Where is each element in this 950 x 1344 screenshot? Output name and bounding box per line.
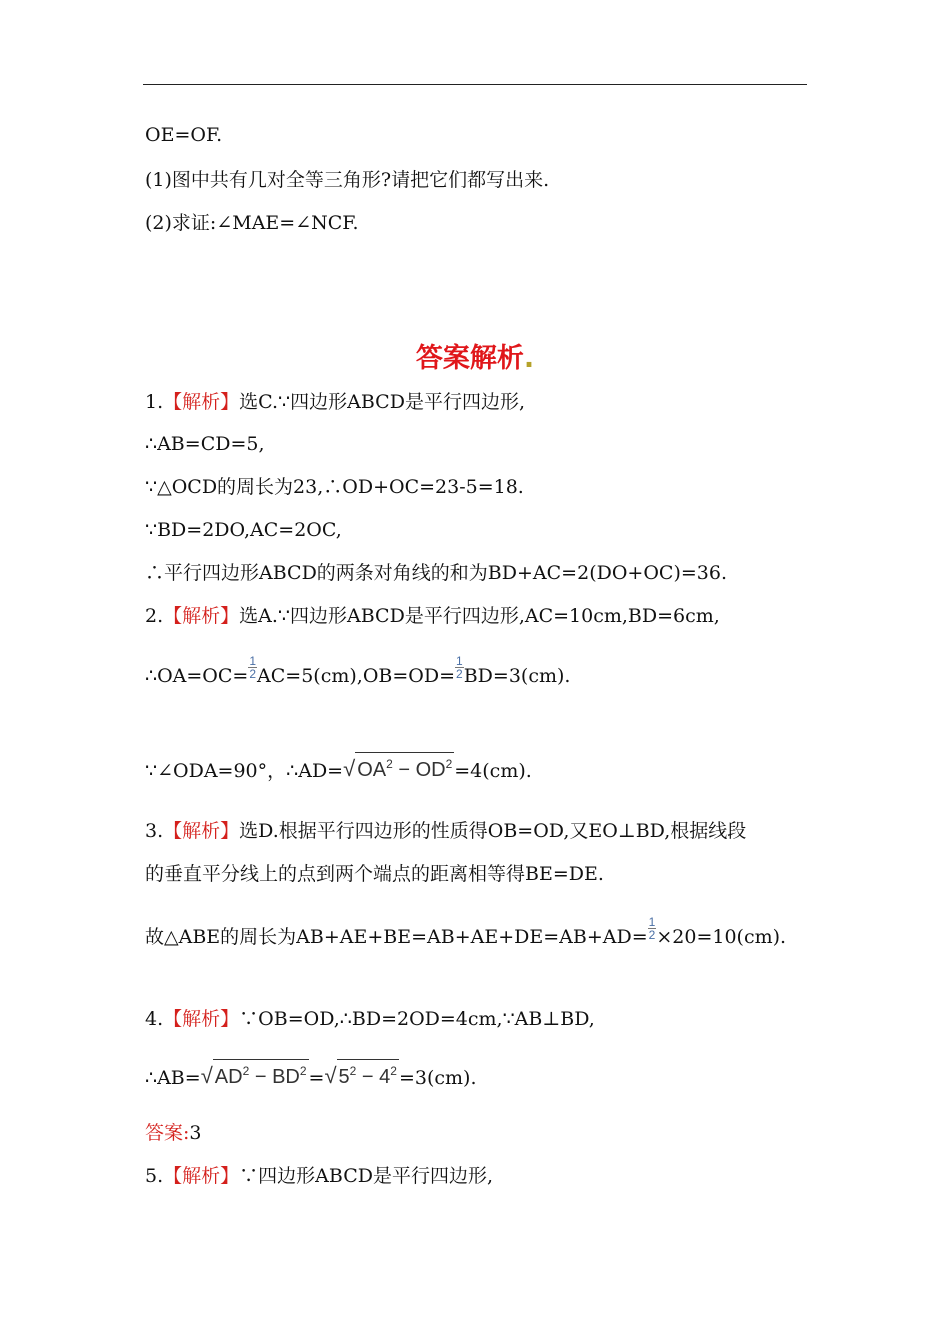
answer-number: 3. — [145, 820, 164, 842]
answer-number: 4. — [145, 1008, 164, 1030]
analysis-tag: 【解析】 — [163, 391, 240, 413]
answer-4-final — [145, 1121, 202, 1145]
radicand-term: OA — [357, 759, 387, 781]
radicand-term: BD — [272, 1066, 300, 1088]
exponent: 2 — [390, 1064, 397, 1078]
answer-text: ∵OB=OD,∴BD=2OD=4cm,∵AB⊥BD, — [239, 1008, 595, 1030]
minus-sign: − — [356, 1066, 380, 1088]
answer-2-line-2 — [145, 653, 571, 690]
fraction-half — [248, 655, 257, 680]
exponent: 2 — [445, 757, 453, 771]
answer-1-line-2: ∴AB=CD=5, — [145, 433, 265, 455]
answer-label: 答案: — [145, 1122, 190, 1144]
answer-text: ×20=10(cm). — [656, 926, 787, 948]
question-line-1: OE=OF. — [145, 124, 223, 146]
radicand-term: 4 — [379, 1066, 391, 1088]
answer-4-line-2 — [145, 1064, 477, 1094]
sqrt-expression: √ $5^2 - 4^2$ — [324, 1059, 399, 1089]
answer-value: 3 — [189, 1122, 202, 1144]
fraction-numerator: 1 — [456, 653, 463, 668]
answer-text: ∵∠ODA=90°，∴AD= — [145, 760, 344, 782]
answer-3-line-3 — [145, 914, 787, 951]
answer-3-line-1 — [145, 819, 746, 843]
fraction-half — [455, 655, 464, 680]
answer-title-text: 答案解析 — [415, 343, 524, 374]
exponent: 2 — [386, 757, 393, 771]
sqrt-expression: √ $OA^2 - OD^2$ — [343, 752, 454, 782]
analysis-tag: 【解析】 — [163, 820, 240, 842]
answer-number: 1. — [145, 391, 164, 413]
header-rule — [143, 84, 807, 85]
answer-text: ∵四边形ABCD是平行四边形, — [239, 1165, 494, 1187]
analysis-tag: 【解析】 — [163, 605, 240, 627]
answer-section-title: 答案解析. — [415, 343, 535, 374]
radicand-term: 5 — [338, 1066, 350, 1088]
fraction-denominator: 2 — [249, 666, 257, 681]
answer-text: ∴OA=OC= — [145, 665, 249, 687]
equals-sign: = — [308, 1067, 325, 1089]
answer-text: 选D.根据平行四边形的性质得OB=OD,又EO⊥BD,根据线段 — [239, 820, 747, 842]
answer-1-line-5: ∴平行四边形ABCD的两条对角线的和为BD+AC=2(DO+OC)=36. — [145, 562, 727, 584]
answer-number: 5. — [145, 1165, 164, 1187]
analysis-tag: 【解析】 — [163, 1165, 240, 1187]
answer-text: =4(cm). — [454, 760, 532, 782]
radicand-term: OD — [415, 759, 446, 781]
fraction-denominator: 2 — [648, 927, 656, 942]
exponent: 2 — [349, 1064, 357, 1078]
fraction-numerator: 1 — [648, 914, 656, 929]
answer-text: 故△ABE的周长为AB+AE+BE=AB+AE+DE=AB+AD= — [145, 926, 648, 948]
answer-text: BD=3(cm). — [463, 665, 571, 687]
answer-text: 选C.∵四边形ABCD是平行四边形, — [239, 391, 525, 413]
question-part-1: (1)图中共有几对全等三角形?请把它们都写出来. — [145, 169, 550, 191]
answer-2-line-3 — [145, 757, 532, 787]
answer-number: 2. — [145, 605, 164, 627]
answer-4-line-1 — [145, 1007, 595, 1031]
radicand-term: AD — [214, 1066, 243, 1088]
answer-1-line-1 — [145, 390, 525, 414]
fraction-denominator: 2 — [456, 666, 463, 681]
analysis-tag: 【解析】 — [163, 1008, 240, 1030]
exponent: 2 — [242, 1064, 250, 1078]
minus-sign: − — [249, 1066, 273, 1088]
answer-text: AC=5(cm),OB=OD= — [257, 665, 456, 687]
fraction-numerator: 1 — [249, 653, 257, 668]
sqrt-expression: √ $AD^2 - BD^2$ — [201, 1059, 309, 1089]
answer-text: 选A.∵四边形ABCD是平行四边形,AC=10cm,BD=6cm, — [239, 605, 720, 627]
answer-2-line-1 — [145, 604, 720, 628]
minus-sign: − — [392, 759, 416, 781]
answer-1-line-4: ∵BD=2DO,AC=2OC, — [145, 519, 342, 541]
fraction-half — [648, 916, 657, 941]
answer-1-line-3: ∵△OCD的周长为23,∴OD+OC=23-5=18. — [145, 476, 524, 498]
answer-5-line-1 — [145, 1164, 493, 1188]
answer-text: =3(cm). — [398, 1067, 477, 1089]
exponent: 2 — [299, 1064, 307, 1078]
answer-text: ∴AB= — [145, 1067, 201, 1089]
answer-3-line-2: 的垂直平分线上的点到两个端点的距离相等得BE=DE. — [145, 863, 604, 885]
question-part-2: (2)求证:∠MAE=∠NCF. — [145, 212, 359, 234]
